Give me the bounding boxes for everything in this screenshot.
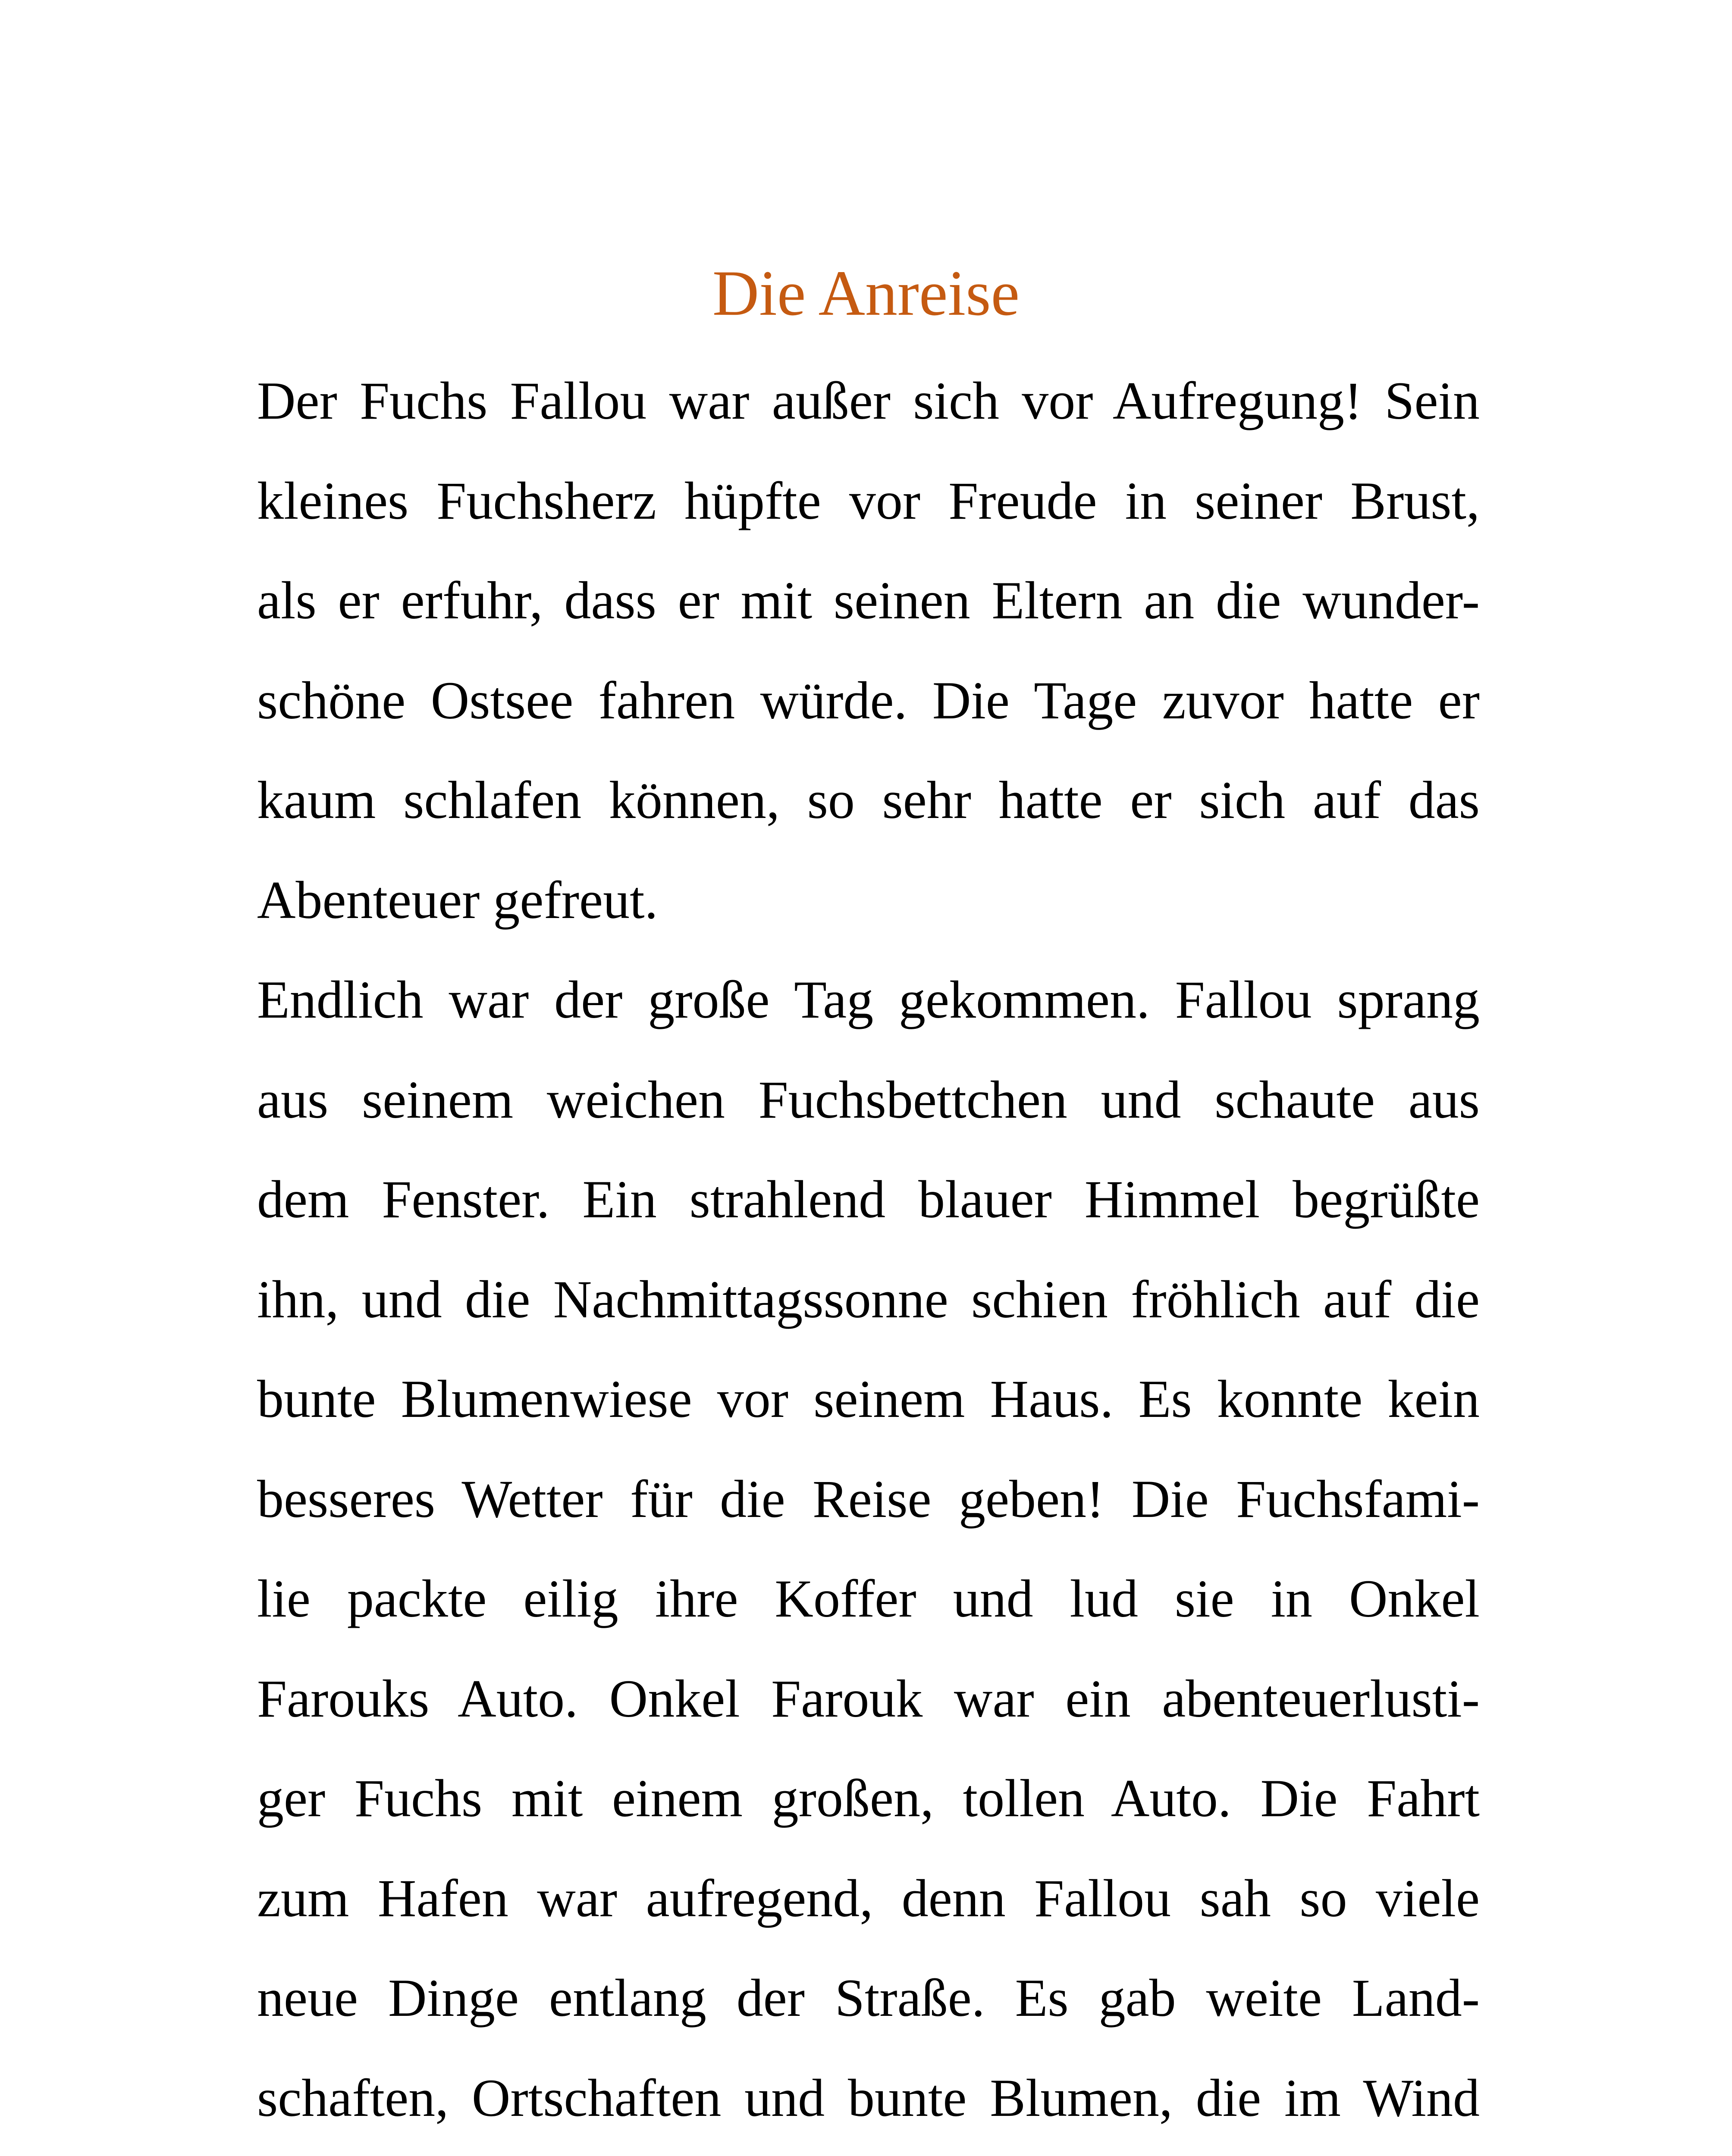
text-line: lie packte eilig ihre Koffer und lud sie in Onkel: [257, 1569, 1480, 1628]
text-line: kleines Fuchsherz hüpfte vor Freude in seiner Brust,: [257, 471, 1480, 530]
text-line: ihn, und die Nachmittagssonne schien fröhlich auf die: [257, 1269, 1480, 1329]
text-line: Endlich war der große Tag gekommen. Fallou sprang: [257, 970, 1480, 1029]
text-line: Farouks Auto. Onkel Farouk war ein abenteuerlusti-: [257, 1669, 1480, 1728]
text-line: schaften, Ortschaften und bunte Blumen, die im Wind: [257, 2068, 1480, 2128]
text-line: zum Hafen war aufregend, denn Fallou sah so viele: [257, 1868, 1480, 1928]
text-line: kaum schlafen können, so sehr hatte er sich auf das: [257, 771, 1480, 830]
text-line: schöne Ostsee fahren würde. Die Tage zuvor hatte er: [257, 671, 1480, 730]
paragraph-2: [257, 968, 1480, 2156]
paragraph-1: [257, 369, 1480, 968]
text-line: besseres Wetter für die Reise geben! Die Fuchsfami-: [257, 1469, 1480, 1529]
text-line: Abenteuer gefreut.: [257, 870, 658, 930]
text-line: ger Fuchs mit einem großen, tollen Auto. Die Fahrt: [257, 1769, 1480, 1828]
text-line: aus seinem weichen Fuchsbettchen und schaute aus: [257, 1070, 1480, 1129]
text-line: dem Fenster. Ein strahlend blauer Himmel begrüßte: [257, 1170, 1480, 1229]
text-line: neue Dinge entlang der Straße. Es gab weite Land-: [257, 1968, 1480, 2028]
text-line: bunte Blumenwiese vor seinem Haus. Es konnte kein: [257, 1369, 1480, 1429]
chapter-title: Die Anreise: [712, 257, 1020, 329]
text-line: als er erfuhr, dass er mit seinen Eltern an die wunder-: [257, 571, 1480, 630]
text-line: Der Fuchs Fallou war außer sich vor Aufregung! Sein: [257, 371, 1480, 430]
body-text: [257, 369, 1480, 2156]
